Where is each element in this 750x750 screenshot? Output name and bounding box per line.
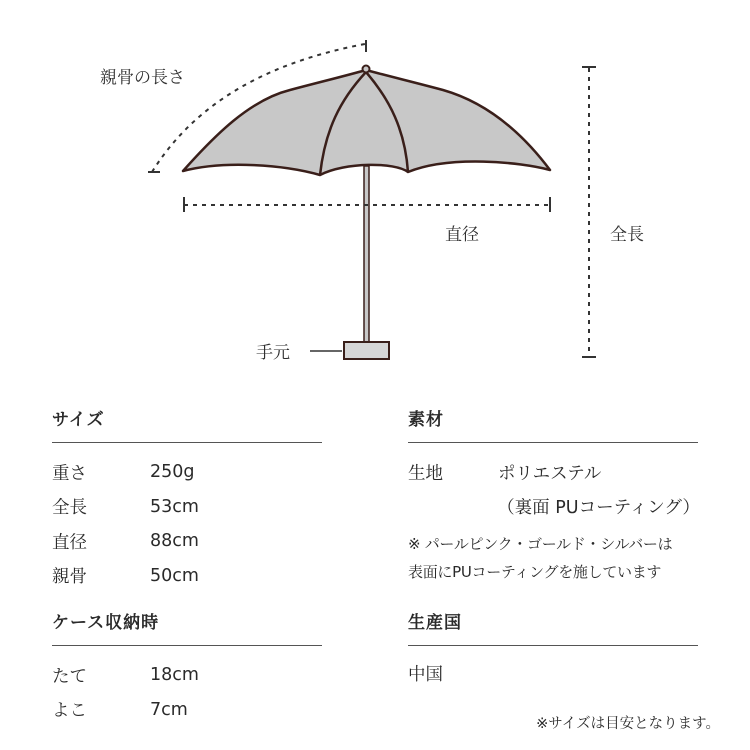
handle-label: 手元 xyxy=(256,343,290,363)
spec-row xyxy=(52,693,322,728)
umbrella-shaft xyxy=(364,166,369,342)
spec-row xyxy=(52,490,322,525)
spec-key: たて xyxy=(52,666,87,687)
case-divider xyxy=(52,645,322,646)
material-note-line1: ※ パールピンク・ゴールド・シルバーは xyxy=(408,535,673,553)
spec-row xyxy=(52,559,322,594)
diameter-label: 直径 xyxy=(445,225,479,245)
material-divider xyxy=(408,442,698,443)
size-footnote: ※サイズは目安となります。 xyxy=(536,716,720,732)
umbrella-handle xyxy=(344,342,389,359)
umbrella-canopy xyxy=(183,70,550,175)
origin-section xyxy=(408,608,698,693)
size-section xyxy=(52,405,322,593)
material-value: ポリエステル xyxy=(498,463,602,484)
spec-key: よこ xyxy=(52,701,87,722)
material-note-line2: 表面にPUコーティングを施しています xyxy=(408,563,662,581)
umbrella-tip xyxy=(363,66,370,73)
spec-value: 53cm xyxy=(150,496,199,517)
spec-key: 直径 xyxy=(52,532,87,553)
material-coating xyxy=(408,490,698,525)
material-row xyxy=(408,455,698,490)
spec-row xyxy=(52,658,322,693)
size-title: サイズ xyxy=(52,410,105,430)
spec-row xyxy=(52,524,322,559)
material-title: 素材 xyxy=(408,410,444,430)
size-divider xyxy=(52,442,322,443)
rib-length-label: 親骨の長さ xyxy=(100,68,185,88)
spec-row xyxy=(52,455,322,490)
case-section xyxy=(52,608,322,727)
origin-divider xyxy=(408,645,698,646)
material-section xyxy=(408,405,698,586)
spec-value: 7cm xyxy=(150,699,188,720)
material-key: 生地 xyxy=(408,463,443,484)
origin-title: 生産国 xyxy=(408,613,462,633)
spec-value: 18cm xyxy=(150,665,199,686)
total-length-label: 全長 xyxy=(610,225,644,245)
material-value-coating: （裏面 PUコーティング） xyxy=(497,498,700,519)
spec-value: 88cm xyxy=(150,531,199,552)
spec-key: 親骨 xyxy=(52,567,87,588)
origin-value: 中国 xyxy=(408,665,443,685)
spec-key: 重さ xyxy=(52,463,87,484)
spec-value: 250g xyxy=(150,462,195,483)
spec-value: 50cm xyxy=(150,565,199,586)
case-title: ケース収納時 xyxy=(52,613,160,633)
spec-key: 全長 xyxy=(52,498,87,519)
